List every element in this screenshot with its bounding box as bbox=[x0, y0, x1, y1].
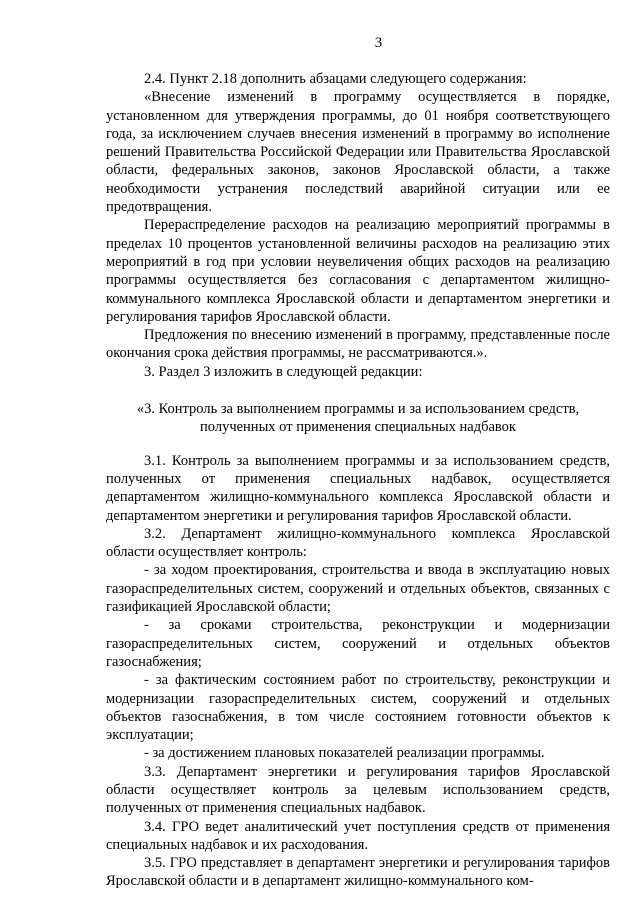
list-item-actual-state: - за фактическим состоянием работ по строительству, реконструкции и модернизации газораспределительных систем, сооружений и отдельных объектов газоснабжения, в том числе состоянием готовности объектов к эксплуатации; bbox=[106, 672, 610, 744]
paragraph-3-4: 3.4. ГРО ведет аналитический учет поступления средств от применения специальных надбавок и их расходования. bbox=[106, 818, 610, 853]
paragraph-2-4: 2.4. Пункт 2.18 дополнить абзацами следующего содержания: bbox=[144, 71, 527, 87]
paragraph-3-2: 3.2. Департамент жилищно-коммунального комплекса Ярославской области осуществляет контроль: bbox=[106, 525, 610, 561]
document-page bbox=[106, 0, 610, 905]
paragraph-3-3: 3.3. Департамент энергетики и регулирования тарифов Ярославской области осуществляет контроль за целевым использованием средств, полученных от применения специальных надбавок. bbox=[106, 763, 610, 817]
paragraph-3-section: 3. Раздел 3 изложить в следующей редакции: bbox=[144, 363, 423, 380]
section-3-heading: «3. Контроль за выполнением программы и за использованием средств, полученных от применения специальных надбавок bbox=[136, 401, 580, 436]
paragraph-amendment-procedure: «Внесение изменений в программу осуществляется в порядке, установленном для утверждения программы, до 01 ноября соответствующего года, за исключением случаев внесения изменений в программу во исполнение решений Правительства Российской Федерации или Правительства Ярославской области, федеральных законов, законов Ярославской области, а также необходимости устранения последствий аварийной ситуации или ее предотвращения. bbox=[106, 89, 610, 216]
paragraph-3-5: 3.5. ГРО представляет в департамент энергетики и регулирования тарифов Ярославской области и в департамент жилищно-коммунального ком- bbox=[106, 855, 610, 890]
paragraph-3-1: 3.1. Контроль за выполнением программы и за использованием средств, полученных от применения специальных надбавок, осуществляется департаментом жилищно-коммунального комплекса Ярославской области и департаментом энергетики и регулирования тарифов Ярославской области. bbox=[106, 452, 610, 524]
list-item-targets: - за достижением плановых показателей реализации программы. bbox=[144, 745, 545, 762]
document-body bbox=[106, 70, 610, 891]
paragraph-redistribution: Перераспределение расходов на реализацию мероприятий программы в пределах 10 процентов установленной величины расходов на реализацию этих мероприятий в год при условии неувеличения общих расходов на реализацию программы осуществляется без согласования с департаментом жилищно-коммунального комплекса Ярославской области и департаментом энергетики и регулирования тарифов Ярославской области. bbox=[106, 217, 610, 325]
list-item-deadlines: - за сроками строительства, реконструкции и модернизации газораспределительных систем, сооружений и отдельных объектов газоснабжения; bbox=[106, 617, 610, 670]
page-number: 3 bbox=[374, 35, 383, 51]
paragraph-proposals: Предложения по внесению изменений в программу, представленные после окончания срока действия программы, не рассматриваются.». bbox=[106, 327, 610, 362]
list-item-design-construction: - за ходом проектирования, строительства и ввода в эксплуатацию новых газораспределительных систем, сооружений и отдельных объектов, связанных с газификацией Ярославской области; bbox=[106, 562, 610, 616]
